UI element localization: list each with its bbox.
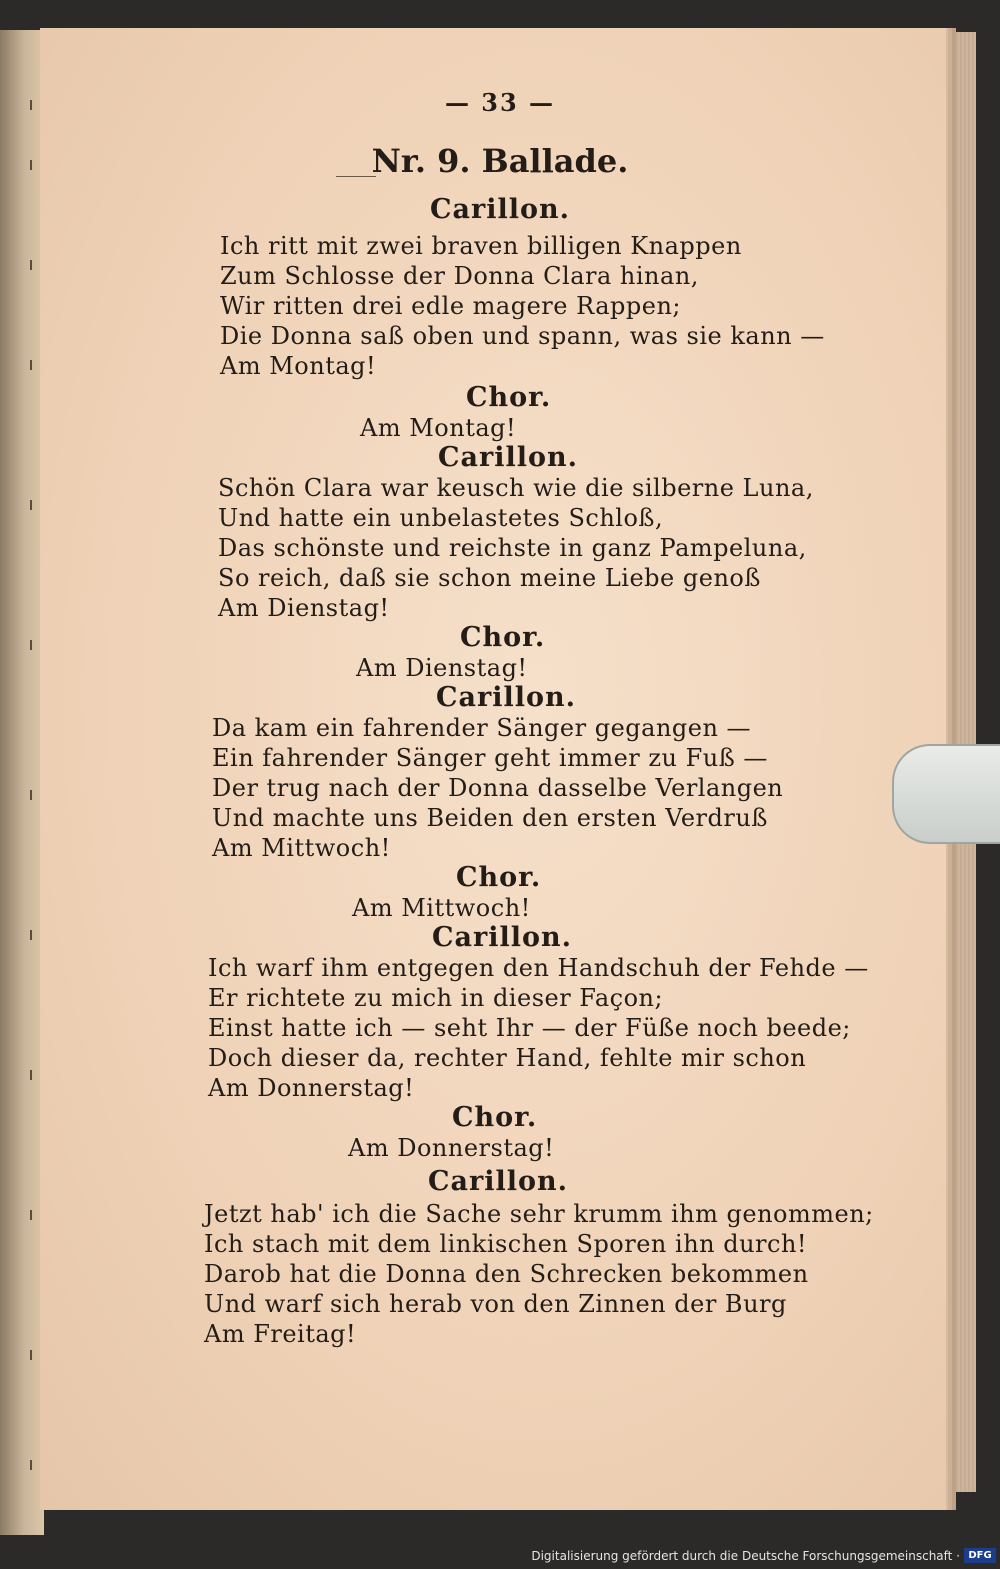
verse-line: Ich warf ihm entgegen den Handschuh der Fehde — (208, 954, 869, 982)
speaker-label: Chor. (466, 382, 552, 413)
verse-line: Am Donnerstag! (208, 1074, 415, 1102)
speaker-label: Carillon. (429, 194, 571, 225)
verse-line: Da kam ein fahrender Sänger gegangen — (212, 714, 752, 742)
verse-line: Er richtete zu mich in dieser Façon; (208, 984, 664, 1012)
verse-line: Der trug nach der Donna dasselbe Verlangen (212, 774, 784, 802)
verse-line: Und hatte ein unbelastetes Schloß, (218, 504, 664, 532)
verse-line: Jetzt hab' ich die Sache sehr krumm ihm genommen; (204, 1200, 874, 1228)
verse-line: Am Dienstag! (218, 594, 390, 622)
verse-line: Zum Schlosse der Donna Clara hinan, (220, 262, 699, 290)
speaker-label: Carillon. (436, 682, 577, 713)
verse-line: Am Mittwoch! (212, 834, 391, 862)
verse-line: Die Donna saß oben und spann, was sie kann — (220, 322, 825, 350)
verse-line: Darob hat die Donna den Schrecken bekommen (204, 1260, 809, 1288)
verse-line: Ein fahrender Sänger geht immer zu Fuß — (212, 744, 768, 772)
book-binding (0, 30, 44, 1535)
verse-line: Am Montag! (220, 352, 377, 380)
verse-line: Ich stach mit dem linkischen Sporen ihn durch! (204, 1230, 808, 1258)
verse-line: Und machte uns Beiden den ersten Verdruß (212, 804, 768, 832)
verse-line: Doch dieser da, rechter Hand, fehlte mir schon (208, 1044, 807, 1072)
verse-line: Einst hatte ich — seht Ihr — der Füße noch beede; (208, 1014, 851, 1042)
speaker-label: Chor. (460, 622, 546, 653)
verse-line: So reich, daß sie schon meine Liebe genoß (218, 564, 761, 592)
footer (0, 1545, 1000, 1569)
verse-line: Am Montag! (360, 414, 517, 442)
footer-credit: Digitalisierung gefördert durch die Deutsche Forschungsgemeinschaft · (531, 1549, 960, 1563)
page-number: — 33 — (444, 88, 556, 117)
speaker-label: Carillon. (428, 1166, 569, 1197)
poem-title: Nr. 9. Ballade. (371, 142, 629, 180)
speaker-label: Chor. (456, 862, 542, 893)
verse-line: Schön Clara war keusch wie die silberne Luna, (218, 474, 814, 502)
verse-line: Am Dienstag! (356, 654, 528, 682)
plastic-tab (892, 744, 1000, 844)
verse-line: Am Freitag! (204, 1320, 357, 1348)
verse-line: Das schönste und reichste in ganz Pampeluna, (218, 534, 807, 562)
speaker-label: Chor. (452, 1102, 538, 1133)
verse-line: Wir ritten drei edle magere Rappen; (220, 292, 682, 320)
verse-line: Und warf sich herab von den Zinnen der Burg (204, 1290, 787, 1318)
verse-line: Ich ritt mit zwei braven billigen Knappen (220, 232, 742, 260)
speaker-label: Carillon. (432, 922, 573, 953)
verse-line: Am Donnerstag! (348, 1134, 555, 1162)
verse-line: Am Mittwoch! (352, 894, 531, 922)
dfg-logo: DFG (964, 1548, 996, 1563)
speaker-label: Carillon. (438, 442, 579, 473)
